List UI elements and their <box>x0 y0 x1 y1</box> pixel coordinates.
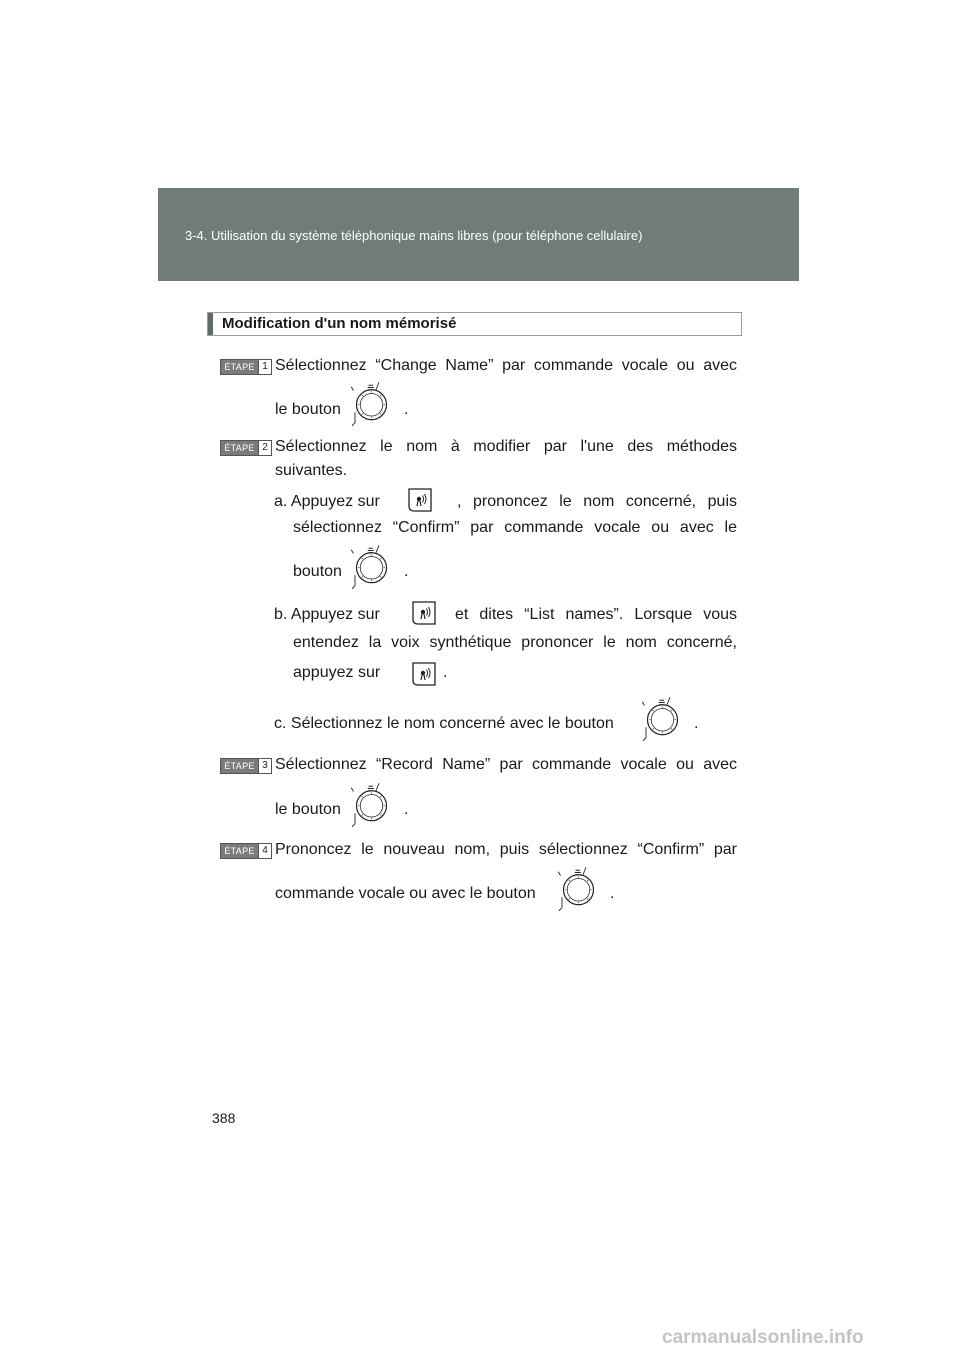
step-1-period: . <box>404 401 409 418</box>
talk-switch-icon <box>410 660 438 688</box>
step-3-period: . <box>404 801 409 818</box>
watermark: carmanualsonline.info <box>662 1327 864 1348</box>
step-2b-text-2: entendez la voix synthétique prononcer le nom concerné, <box>293 634 737 651</box>
step-3-text: Sélectionnez “Record Name” par commande vocale ou avec <box>275 756 737 773</box>
step-2a-period: . <box>404 563 409 580</box>
step-badge-1: ÉTAPE 1 <box>220 359 272 375</box>
talk-switch-icon <box>410 599 438 627</box>
knob-icon <box>349 380 394 428</box>
step-2a-prefix: a. Appuyez sur <box>274 493 380 510</box>
page-number: 388 <box>212 1110 236 1126</box>
step-badge-2: ÉTAPE 2 <box>220 440 272 456</box>
step-1-text: Sélectionnez “Change Name” par commande vocale ou avec <box>275 357 737 374</box>
chapter-title: 3-4. Utilisation du système téléphonique mains libres (pour téléphone cellulaire) <box>185 228 643 243</box>
step-4-text: Prononcez le nouveau nom, puis sélectionnez “Confirm” par <box>275 841 737 858</box>
talk-switch-icon <box>406 486 434 514</box>
step-1-text-2: le bouton <box>275 401 341 418</box>
knob-icon <box>349 543 394 591</box>
step-2b-text-3: appuyez sur <box>293 664 381 681</box>
step-2b-suffix: et dites “List names”. Lorsque vous <box>455 606 737 623</box>
step-4-text-2: commande vocale ou avec le bouton <box>275 885 536 902</box>
section-accent-bar <box>208 313 213 335</box>
step-2c-text: c. Sélectionnez le nom concerné avec le bouton <box>274 715 614 732</box>
knob-icon <box>640 695 685 743</box>
step-badge-4: ÉTAPE 4 <box>220 843 272 859</box>
step-2-text: Sélectionnez le nom à modifier par l'une des méthodes <box>275 438 737 455</box>
step-2a-text-2: sélectionnez “Confirm” par commande vocale ou avec le <box>293 519 737 536</box>
chapter-header <box>158 188 799 281</box>
section-title: Modification d'un nom mémorisé <box>222 315 457 332</box>
knob-icon <box>349 781 394 829</box>
step-2c-period: . <box>694 715 699 732</box>
knob-icon <box>556 865 601 913</box>
step-2a-suffix: , prononcez le nom concerné, puis <box>457 493 737 510</box>
step-3-text-2: le bouton <box>275 801 341 818</box>
step-badge-3: ÉTAPE 3 <box>220 758 272 774</box>
step-4-period: . <box>610 885 615 902</box>
step-2b-prefix: b. Appuyez sur <box>274 606 380 623</box>
section-heading <box>207 312 742 336</box>
step-2b-period: . <box>443 664 448 681</box>
step-2-text-2: suivantes. <box>275 462 348 479</box>
step-2a-text-3: bouton <box>293 563 342 580</box>
